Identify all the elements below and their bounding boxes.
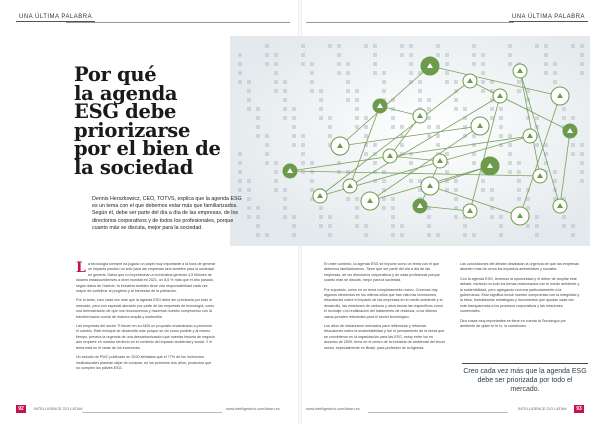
paragraph: Con la agenda ESG, tenemos la oportunidad y el deber de ampliar este debate, mirando no solo los temas relacionados con el medio ambiente y la sostenibilidad, pero agregando una era particularmente a la gobernanza. Esto significa incluir nuestro compromiso con la integridad y la ética, formalizando estrategias y documentos que ayudan cada vez más transparencia a los procesos corporativos y las relaciones comerciales.: [460, 276, 580, 314]
paragraph: Un estudio de PWC publicado en 2020 señalaba que el 77% de los inversores institucionales planean dejar de comprar, en los próximos dos años, productos que no cumplen los pilares ESG.: [76, 355, 212, 370]
people-icon: [361, 192, 379, 210]
top-rule-left: [66, 22, 290, 23]
article-lead: Dennis Herszkowicz, CEO, TOTVS, explica que la agenda ESG es un tema con el que debemos estar más que familiarizados. Según él, debe ser parte del día a día de las empresas, de los directorios corporativos y de todos los profesionales, porque cuanto más se discuta, mejor para la sociedad.: [92, 196, 242, 231]
footer-rule-right: [368, 412, 508, 413]
bulb-icon: [533, 169, 547, 183]
footer-brand-left: INTELLIGENCE CIO LATAM: [34, 407, 83, 411]
body-column-2: [324, 262, 446, 355]
battery-icon: [433, 154, 447, 168]
factory-icon: [513, 64, 527, 78]
co2-icon: [331, 137, 349, 155]
shield-icon: [283, 164, 297, 178]
chart-icon: [413, 199, 427, 213]
sun-icon: [553, 199, 567, 213]
section-tag-left: UNA ÚLTIMA PALABRA: [16, 14, 95, 22]
drop-cap: L: [76, 260, 86, 276]
paragraph: Por lo tanto, creo cada vez más que la agenda ESG debe ser priorizada por todo el mercado, pero con especial atención por parte de las empresas de tecnología, como una demostración de que nos reconocemos y hacemos nuestro compromiso con la transformación social de manera amplia y sostenible.: [76, 298, 215, 319]
paragraph: Los años de restauraron mercados para reflexionar y reformas discusiones sobre la sustentabilidad y fue el pensamiento de la mesa que se convirtieron en la organización para las ESG, estoy entre los en ascenso de 2009, tema en el centro de la industria de ambiental del tercer sector, especialmente en Brasil, para profesión de la Agenda.: [324, 324, 446, 350]
tree-icon: [481, 157, 499, 175]
energy-icon: [343, 179, 357, 193]
cloud-icon: [463, 204, 477, 218]
gear-icon: [373, 99, 387, 113]
body-column-3: [460, 262, 580, 333]
footer-url-right[interactable]: www.intelligentcio.com/latam-es: [306, 407, 360, 411]
article-title: [74, 63, 254, 179]
paragraph: Dirá cosas muy importantes se tiene en cuenta la Tecnología por ambiente de quien le te lo, la cuestiones.: [460, 318, 566, 329]
title-line: la agenda: [74, 81, 178, 105]
solar-panel-icon: [471, 117, 489, 135]
pull-quote: Creo cada vez más que la agenda ESG debe ser priorizada por todo el mercado.: [462, 363, 588, 394]
section-tag-right: UNA ÚLTIMA PALABRA: [509, 14, 588, 22]
title-line: por el bien de: [74, 137, 221, 160]
recycle-icon: [563, 124, 577, 138]
paragraph: La tecnología siempre ha jugado un papel muy importante a la hora de generar un impacto positivo no solo para las empresas sino también para la sociedad en general. Datos que no impresionan a la industria generan 4,5 billones de dólares estadounidenses a nivel mundial en 2021, un 8,6 % más que el año pasado, según datos de Gartner; la industria también tiene una responsabilidad cada vez mayor de contribuir al progreso y al bienestar de la población.: [76, 260, 216, 294]
paragraph: Las conclusiones del debate desatacan la urgencia de que las empresas aborden más de cerca los impactos ambientales y sociales.: [460, 262, 579, 272]
top-rule-right: [306, 22, 514, 23]
footer-brand-right: INTELLIGENCE CIO LATAM: [518, 407, 567, 411]
paragraph: Las empresas del sector TI tienen en su ADN un propósito encaminado a promover el cambio. Este enfoque se desarrolla más porque se vió como posible y al mismo tiempo, preveía la urgencia de una descarbonización que nuestra historia de negocio aún requiere en nuestro territorio en el contexto del impacto ambiental y social. Y el tema está en el radar de los inversores.: [76, 324, 215, 350]
plant-icon: [551, 87, 569, 105]
footer-rule-left: [82, 412, 222, 413]
leaf-icon: [421, 57, 439, 75]
title-line: ESG debe: [74, 100, 177, 123]
water-icon: [383, 149, 397, 163]
page-number-left: 92: [16, 405, 26, 413]
paragraph: Por supuesto, como en un tema completamente nuevo. Creemos hay algunos elementos en los últimos años que han visto las inversiones, discusiones sobre el impacto de las empresas en el medio ambiente y el desarrollo, las emisiones de carbono y otros temas tan específicos como el reciclaje o la reutilización del tratamiento de residuos, a los últimos casos jornales relevantes para el sector tecnológico.: [324, 287, 443, 319]
title-line: Por qué: [74, 63, 157, 86]
car-icon: [313, 189, 327, 203]
wind-turbine-icon: [463, 74, 477, 88]
title-line: la sociedad: [74, 155, 194, 179]
hero-illustration: [230, 36, 590, 246]
body-column-1: [76, 262, 216, 375]
tower-icon: [493, 89, 507, 103]
page-number-right: 93: [574, 405, 584, 413]
hand-icon: [421, 177, 439, 195]
home-icon: [511, 207, 529, 225]
globe-icon: [413, 109, 427, 123]
paragraph: En este contexto, la agenda ESG se impone como un tema con el que debemos familiarizarnos. Tiene que ser parte del día a día de las empresas, de los directorios corporativos y de cada profesional porque cuanto más se discuta, mejor para la sociedad.: [324, 262, 440, 283]
building-icon: [523, 129, 537, 143]
footer-url-left[interactable]: www.intelligentcio.com/latam-es: [226, 407, 280, 411]
title-line: priorizarse: [74, 118, 191, 142]
